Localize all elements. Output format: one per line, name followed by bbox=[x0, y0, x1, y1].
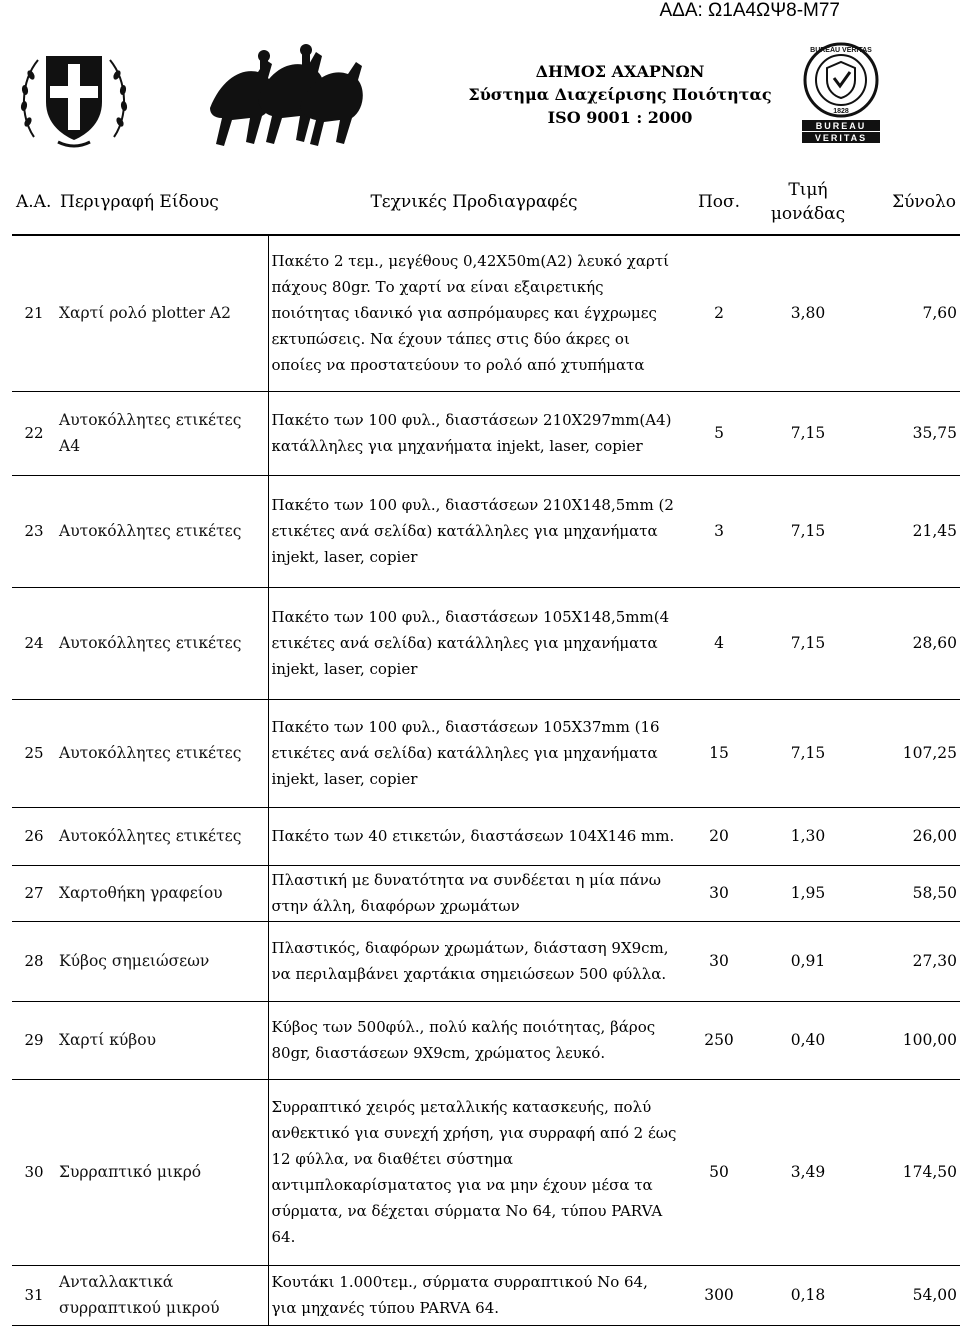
cell-description: Αυτοκόλλητες ετικέτες bbox=[59, 744, 242, 762]
cell-qty: 50 bbox=[709, 1163, 729, 1181]
cell-aa: 26 bbox=[24, 827, 44, 845]
table-row bbox=[12, 807, 960, 865]
cell-total: 28,60 bbox=[912, 634, 957, 652]
col-header-description: Περιγραφή Είδους bbox=[60, 192, 219, 212]
bureau-veritas-logo bbox=[796, 40, 886, 144]
cell-description: Ανταλλακτικά συρραπτικού μικρού bbox=[59, 1273, 220, 1317]
cell-total: 107,25 bbox=[902, 744, 957, 762]
quality-system-title: Σύστημα Διαχείρισης Ποιότητας bbox=[468, 85, 772, 104]
cell-total: 21,45 bbox=[912, 522, 957, 540]
cell-specs: Κύβος των 500φύλ., πολύ καλής ποιότητας, βάρος 80gr, διαστάσεων 9Χ9cm, χρώματος λευκό. bbox=[268, 1001, 680, 1079]
cell-aa: 31 bbox=[24, 1286, 44, 1304]
cell-qty: 20 bbox=[709, 827, 729, 845]
cell-aa: 30 bbox=[24, 1163, 44, 1181]
cell-aa: 28 bbox=[24, 952, 44, 970]
cell-specs: Πακέτο των 40 ετικετών, διαστάσεων 104Χ146 mm. bbox=[268, 807, 680, 865]
cell-aa: 25 bbox=[24, 744, 44, 762]
cell-description: Αυτοκόλλητες ετικέτες bbox=[59, 634, 242, 652]
municipality-title: ΔΗΜΟΣ ΑΧΑΡΝΩΝ bbox=[535, 62, 705, 81]
cell-aa: 22 bbox=[24, 424, 44, 442]
document-header bbox=[420, 60, 820, 129]
veritas-ring-text: BUREAU VERITAS bbox=[810, 47, 872, 54]
cell-specs: Πακέτο των 100 φυλ., διαστάσεων 105Χ37mm (16 ετικέτες ανά σελίδα) κατάλληλες για μηχανήματα injekt, laser, copier bbox=[268, 699, 680, 807]
table-row bbox=[12, 699, 960, 807]
cell-unit-price: 7,15 bbox=[790, 634, 826, 652]
cell-description: Αυτοκόλλητες ετικέτες bbox=[59, 522, 242, 540]
table-row bbox=[12, 1001, 960, 1079]
cell-total: 100,00 bbox=[902, 1031, 957, 1049]
veritas-bottom-1: BUREAU bbox=[815, 121, 867, 131]
cell-specs: Πακέτο 2 τεμ., μεγέθους 0,42Χ50m(A2) λευκό χαρτί πάχους 80gr. Το χαρτί να είναι εξαιρετικής ποιότητας ιδανικό για ασπρόμαυρες και έγχρωμες εκτυπώσεις. Να έχουν τάπες στις δύο άκρες οι οποίες να προστατεύουν το ρολό από χτυπήματα bbox=[268, 235, 680, 391]
col-header-total: Σύνολο bbox=[892, 192, 956, 212]
cell-specs: Συρραπτικό χειρός μεταλλικής κατασκευής, πολύ ανθεκτικό για συνεχή χρήση, για συρραφή από 2 έως 12 φύλλα, να διαθέτει σύστημα αντιμπλοκαρίσματατος για να μην έχουν μέσα τα σύρματα, να δέχεται σύρματα Νο 64, τύπου PARVA 64. bbox=[268, 1079, 680, 1265]
cell-description: Χαρτοθήκη γραφείου bbox=[59, 884, 223, 902]
table-row bbox=[12, 587, 960, 699]
cell-total: 26,00 bbox=[912, 827, 957, 845]
cell-description: Χαρτί ρολό plotter A2 bbox=[59, 304, 231, 323]
cell-qty: 3 bbox=[714, 522, 724, 540]
cell-total: 35,75 bbox=[912, 424, 957, 442]
cell-unit-price: 3,80 bbox=[790, 304, 826, 323]
cell-specs: Κουτάκι 1.000τεμ., σύρματα συρραπτικού Νο 64, για μηχανές τύπου PARVA 64. bbox=[268, 1265, 680, 1325]
cell-total: 27,30 bbox=[912, 952, 957, 970]
cell-qty: 5 bbox=[714, 424, 724, 442]
table-row bbox=[12, 391, 960, 475]
col-header-unit-price-line2: μονάδας bbox=[770, 204, 846, 224]
cell-specs: Πακέτο των 100 φυλ., διαστάσεων 105Χ148,5mm(4 ετικέτες ανά σελίδα) κατάλληλες για μηχανήματα injekt, laser, copier bbox=[268, 587, 680, 699]
table-row bbox=[12, 1079, 960, 1265]
table-row bbox=[12, 475, 960, 587]
col-header-unit-price bbox=[758, 170, 858, 235]
cell-total: 54,00 bbox=[912, 1286, 957, 1304]
cell-description: Αυτοκόλλητες ετικέτες Α4 bbox=[59, 411, 242, 455]
cell-qty: 2 bbox=[714, 304, 724, 323]
col-header-specs: Τεχνικές Προδιαγραφές bbox=[370, 192, 578, 212]
table-row bbox=[12, 865, 960, 921]
table-row bbox=[12, 235, 960, 391]
cell-unit-price: 0,18 bbox=[790, 1286, 826, 1304]
iso-title: ISO 9001 : 2000 bbox=[547, 108, 693, 127]
cell-specs: Πλαστική με δυνατότητα να συνδέεται η μία πάνω στην άλλη, διαφόρων χρωμάτων bbox=[268, 865, 680, 921]
cell-unit-price: 0,91 bbox=[790, 952, 826, 970]
items-table bbox=[12, 170, 960, 1326]
cell-qty: 300 bbox=[704, 1286, 734, 1304]
cell-description: Κύβος σημειώσεων bbox=[59, 952, 210, 970]
cell-qty: 15 bbox=[709, 744, 729, 762]
cell-aa: 21 bbox=[24, 304, 44, 323]
cell-qty: 30 bbox=[709, 952, 729, 970]
table-header-row bbox=[12, 170, 960, 235]
veritas-year-text: 1828 bbox=[833, 108, 849, 115]
cell-unit-price: 0,40 bbox=[790, 1031, 826, 1049]
cell-specs: Πακέτο των 100 φυλ., διαστάσεων 210Χ148,5mm (2 ετικέτες ανά σελίδα) κατάλληλες για μηχανήματα injekt, laser, copier bbox=[268, 475, 680, 587]
col-header-qty: Ποσ. bbox=[697, 192, 741, 212]
cell-unit-price: 3,49 bbox=[790, 1163, 826, 1181]
veritas-bottom-2: VERITAS bbox=[814, 133, 868, 143]
cell-unit-price: 7,15 bbox=[790, 744, 826, 762]
cell-description: Χαρτί κύβου bbox=[59, 1031, 157, 1049]
cell-qty: 30 bbox=[709, 884, 729, 902]
cell-specs: Πλαστικός, διαφόρων χρωμάτων, διάσταση 9Χ9cm, να περιλαμβάνει χαρτάκια σημειώσεων 500 φύλλα. bbox=[268, 921, 680, 1001]
cell-description: Συρραπτικό μικρό bbox=[59, 1163, 202, 1181]
cell-aa: 29 bbox=[24, 1031, 44, 1049]
cell-total: 7,60 bbox=[922, 304, 957, 323]
cell-total: 58,50 bbox=[912, 884, 957, 902]
cell-total: 174,50 bbox=[902, 1163, 957, 1181]
cell-unit-price: 1,30 bbox=[790, 827, 826, 845]
table-row bbox=[12, 1265, 960, 1325]
col-header-unit-price-line1: Τιμή bbox=[788, 180, 828, 200]
cell-aa: 27 bbox=[24, 884, 44, 902]
horses-statue-logo bbox=[202, 38, 370, 154]
coat-of-arms-logo bbox=[14, 42, 134, 152]
cell-qty: 250 bbox=[704, 1031, 734, 1049]
cell-description: Αυτοκόλλητες ετικέτες bbox=[59, 827, 242, 845]
cell-unit-price: 1,95 bbox=[790, 884, 826, 902]
cell-specs: Πακέτο των 100 φυλ., διαστάσεων 210Χ297mm(A4) κατάλληλες για μηχανήματα injekt, laser, copier bbox=[268, 391, 680, 475]
cell-unit-price: 7,15 bbox=[790, 522, 826, 540]
cell-aa: 24 bbox=[24, 634, 44, 652]
cell-qty: 4 bbox=[714, 634, 724, 652]
col-header-aa: Α.Α. bbox=[16, 192, 52, 212]
cell-unit-price: 7,15 bbox=[790, 424, 826, 442]
ada-code: ΑΔΑ: Ω1Α4ΩΨ8-Μ77 bbox=[659, 0, 840, 21]
cell-aa: 23 bbox=[24, 522, 44, 540]
table-row bbox=[12, 921, 960, 1001]
